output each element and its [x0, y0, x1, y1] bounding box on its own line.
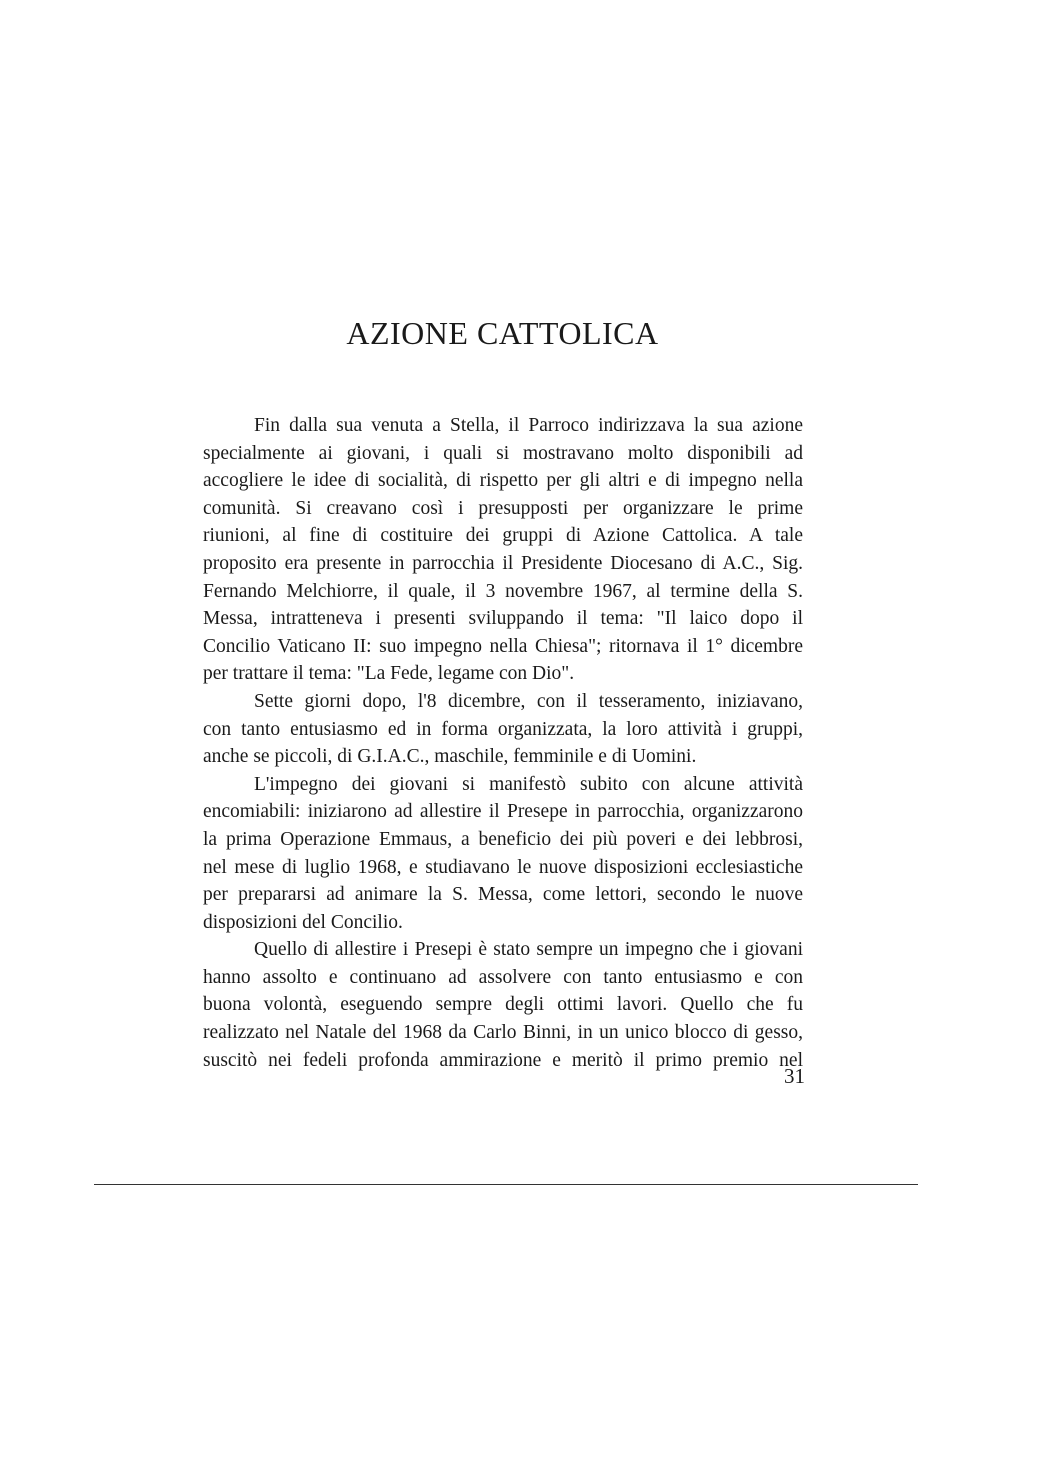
page-title: AZIONE CATTOLICA	[346, 315, 659, 352]
text-line: Messa, intratteneva i presenti sviluppando il tema: "Il laico dopo il	[203, 608, 803, 630]
text-line: Fernando Melchiorre, il quale, il 3 novembre 1967, al termine della S.	[203, 580, 803, 602]
text-line: disposizioni del Concilio.	[203, 911, 403, 933]
text-line: encomiabili: iniziarono ad allestire il Presepe in parrocchia, organizzarono	[203, 801, 803, 823]
text-line: Concilio Vaticano II: suo impegno nella Chiesa"; ritornava il 1° dicembre	[203, 635, 803, 657]
text-line: Quello di allestire i Presepi è stato sempre un impegno che i giovani	[254, 939, 803, 961]
text-line: la prima Operazione Emmaus, a beneficio dei più poveri e dei lebbrosi,	[203, 828, 803, 850]
text-line: accogliere le idee di socialità, di rispetto per gli altri e di impegno nella	[203, 470, 803, 492]
text-line: hanno assolto e continuano ad assolvere con tanto entusiasmo e con	[203, 966, 803, 988]
text-line: realizzato nel Natale del 1968 da Carlo Binni, in un unico blocco di gesso,	[203, 1022, 803, 1044]
body-text	[203, 412, 803, 1074]
text-line: con tanto entusiasmo ed in forma organizzata, la loro attività i gruppi,	[203, 718, 803, 740]
text-line: comunità. Si creavano così i presupposti per organizzare le prime	[203, 497, 803, 519]
text-line: Sette giorni dopo, l'8 dicembre, con il tesseramento, iniziavano,	[254, 690, 803, 712]
footer-rule	[94, 1184, 918, 1185]
text-line: suscitò nei fedeli profonda ammirazione e meritò il primo premio nel	[203, 1049, 803, 1071]
text-line: specialmente ai giovani, i quali si mostravano molto disponibili ad	[203, 442, 803, 464]
page-number: 31	[784, 1064, 805, 1088]
text-line: per prepararsi ad animare la S. Messa, come lettori, secondo le nuove	[203, 884, 803, 906]
text-line: Fin dalla sua venuta a Stella, il Parroco indirizzava la sua azione	[254, 415, 803, 436]
text-line: nel mese di luglio 1968, e studiavano le nuove disposizioni ecclesiastiche	[203, 856, 803, 878]
text-line: anche se piccoli, di G.I.A.C., maschile, femminile e di Uomini.	[203, 746, 697, 768]
text-line: riunioni, al fine di costituire dei gruppi di Azione Cattolica. A tale	[203, 525, 803, 547]
text-line: proposito era presente in parrocchia il Presidente Diocesano di A.C., Sig.	[203, 552, 803, 574]
text-line: L'impegno dei giovani si manifestò subito con alcune attività	[254, 773, 803, 795]
text-line: per trattare il tema: "La Fede, legame con Dio".	[203, 663, 575, 685]
text-line: buona volontà, eseguendo sempre degli ottimi lavori. Quello che fu	[203, 994, 803, 1016]
